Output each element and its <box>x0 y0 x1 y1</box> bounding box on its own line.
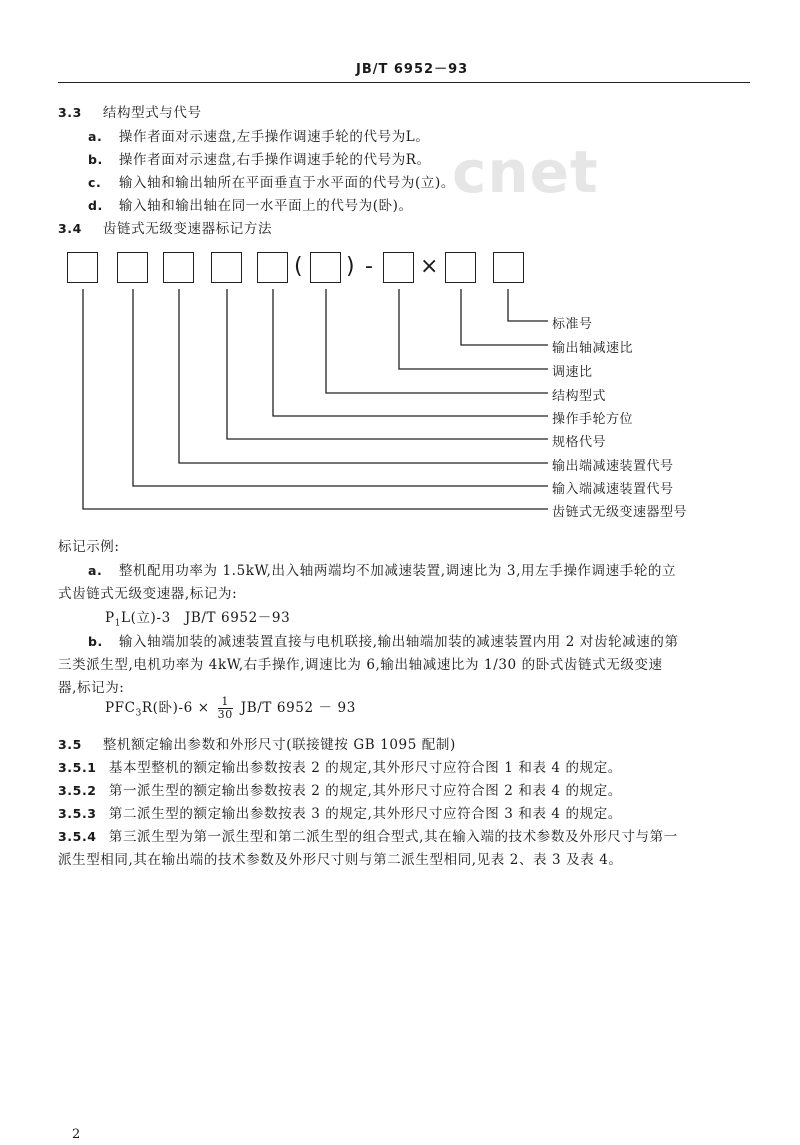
subsection-number: 3.5.1 <box>58 760 97 775</box>
code-box-7 <box>383 252 414 283</box>
list-item <box>88 194 413 214</box>
example-b-line-1 <box>88 630 679 650</box>
item-text: 输入轴和输出轴所在平面垂直于水平面的代号为(立)。 <box>118 175 455 191</box>
watermark: cnet <box>452 138 599 206</box>
item-text: 输入轴端加装的减速装置直接与电机联接,输出轴端加装的减速装置内用 2 对齿轮减速的第 <box>118 634 679 650</box>
subsection-item <box>58 802 622 822</box>
label-spec-code: 规格代号 <box>552 435 607 450</box>
list-item <box>88 148 431 168</box>
code-box-2 <box>117 252 148 283</box>
header-rule <box>58 82 750 83</box>
code-box-6 <box>310 252 341 283</box>
list-item <box>88 171 455 191</box>
example-a-line-2: 式齿链式无级变速器,标记为: <box>58 586 238 602</box>
subsection-number: 3.5.2 <box>58 783 97 798</box>
times-symbol: × <box>420 254 439 279</box>
code-box-4 <box>211 252 242 283</box>
label-standard-number: 标准号 <box>552 317 593 332</box>
label-structure-type: 结构型式 <box>552 389 607 404</box>
paren-open: ( <box>294 254 303 279</box>
item-letter: b. <box>88 634 103 649</box>
marking-subscript: 3 <box>135 708 142 719</box>
section-number: 3.5 <box>58 737 82 752</box>
item-letter: b. <box>88 152 103 167</box>
label-speed-ratio: 调速比 <box>552 365 593 380</box>
code-box-1 <box>67 252 98 283</box>
marking-prefix: P <box>105 610 115 626</box>
example-b-line-3: 器,标记为: <box>58 680 125 696</box>
label-handwheel-position: 操作手轮方位 <box>552 412 634 427</box>
item-text: 操作者面对示速盘,右手操作调速手轮的代号为R。 <box>118 152 431 168</box>
subsection-text: 第一派生型的额定输出参数按表 2 的规定,其外形尺寸应符合图 2 和表 4 的规定。 <box>108 783 622 799</box>
standard-code-header: JB/T 6952－93 <box>356 62 469 77</box>
section-number: 3.3 <box>58 105 82 120</box>
item-text: 操作者面对示速盘,左手操作调速手轮的代号为L。 <box>118 129 430 145</box>
fraction <box>218 696 233 721</box>
example-b-marking <box>105 696 356 721</box>
marking-mid: R(卧)-6 × <box>141 700 210 716</box>
example-a-marking <box>105 606 290 629</box>
label-input-reducer-code: 输入端减速装置代号 <box>552 482 674 497</box>
code-box-3 <box>163 252 194 283</box>
subsection-number: 3.5.3 <box>58 806 97 821</box>
example-b-line-2: 三类派生型,电机功率为 4kW,右手操作,调速比为 6,输出轴减速比为 1/30 的卧式齿链式无级变速 <box>58 657 663 673</box>
marking-standard: JB/T 6952 － 93 <box>240 700 356 716</box>
dash-symbol: - <box>365 254 373 279</box>
marking-prefix: PFC <box>105 700 136 716</box>
paren-close: ) <box>346 254 355 279</box>
item-text: 整机配用功率为 1.5kW,出入轴两端均不加减速装置,调速比为 3,用左手操作调速手轮的立 <box>118 563 677 579</box>
marking-rest: L(立)-3 JB/T 6952－93 <box>121 610 291 626</box>
item-letter: a. <box>88 129 103 144</box>
subsection-continuation: 派生型相同,其在输出端的技术参数及外形尺寸则与第二派生型相同,见表 2、表 3 及表 4。 <box>58 852 623 868</box>
section-title: 整机额定输出参数和外形尺寸(联接键按 GB 1095 配制) <box>102 737 456 753</box>
section-3-5-heading <box>58 733 456 753</box>
example-heading: 标记示例: <box>58 539 120 555</box>
section-3-3-heading <box>58 101 202 121</box>
label-output-reduction-ratio: 输出轴减速比 <box>552 341 634 356</box>
section-number: 3.4 <box>58 221 82 236</box>
label-variator-model: 齿链式无级变速器型号 <box>552 505 688 520</box>
item-letter: a. <box>88 563 103 578</box>
example-a-line-1 <box>88 559 676 579</box>
item-text: 输入轴和输出轴在同一水平面上的代号为(卧)。 <box>118 198 413 214</box>
item-letter: d. <box>88 198 103 213</box>
fraction-denominator: 30 <box>217 708 233 721</box>
subsection-item <box>58 756 622 776</box>
section-title: 结构型式与代号 <box>102 105 202 121</box>
code-box-5 <box>257 252 288 283</box>
item-letter: c. <box>88 175 102 190</box>
page-number: 2 <box>72 1127 81 1142</box>
label-output-reducer-code: 输出端减速装置代号 <box>552 459 674 474</box>
code-box-8 <box>445 252 476 283</box>
marking-subscript: 1 <box>114 618 122 629</box>
section-3-4-heading <box>58 217 272 237</box>
subsection-text: 第二派生型的额定输出参数按表 3 的规定,其外形尺寸应符合图 3 和表 4 的规定。 <box>108 806 622 822</box>
fraction-numerator: 1 <box>218 696 233 709</box>
subsection-text: 第三派生型为第一派生型和第二派生型的组合型式,其在输入端的技术参数及外形尺寸与第一 <box>108 829 678 845</box>
subsection-text: 基本型整机的额定输出参数按表 2 的规定,其外形尺寸应符合图 1 和表 4 的规定。 <box>108 760 622 776</box>
list-item <box>88 125 429 145</box>
subsection-item <box>58 779 622 799</box>
code-box-9 <box>493 252 524 283</box>
section-title: 齿链式无级变速器标记方法 <box>102 221 273 237</box>
subsection-number: 3.5.4 <box>58 829 97 844</box>
subsection-item <box>58 825 678 845</box>
